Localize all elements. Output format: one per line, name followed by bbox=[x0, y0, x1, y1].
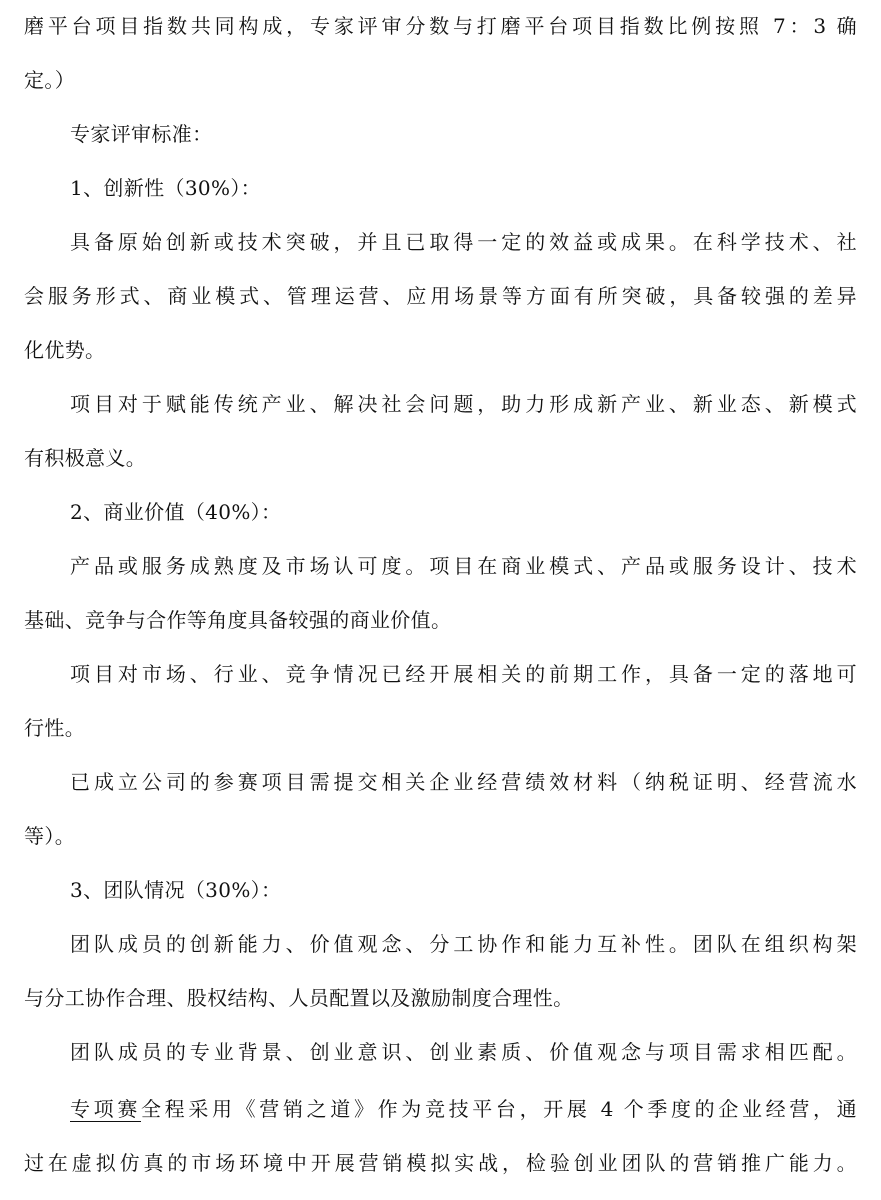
paragraph-line: 化优势。 bbox=[24, 338, 106, 362]
paragraph-line: 会服务形式、商业模式、管理运营、应用场景等方面有所突破，具备较强的差异 bbox=[24, 284, 857, 308]
section-label: 专家评审标准： bbox=[70, 122, 213, 146]
paragraph-line: 具备原始创新或技术突破，并且已取得一定的效益或成果。在科学技术、社 bbox=[70, 230, 857, 254]
underlined-special-competition-label: 专项赛 bbox=[70, 1097, 141, 1121]
paragraph-line: 磨平台项目指数共同构成，专家评审分数与打磨平台项目指数比例按照 7：3 确 bbox=[24, 14, 857, 38]
paragraph-line: 有积极意义。 bbox=[24, 446, 147, 470]
criterion-heading-innovation: 1、创新性（30%）： bbox=[70, 176, 262, 200]
paragraph-line: 与分工协作合理、股权结构、人员配置以及激励制度合理性。 bbox=[24, 986, 574, 1010]
paragraph-line: 等）。 bbox=[24, 824, 76, 848]
paragraph-line: 项目对于赋能传统产业、解决社会问题，助力形成新产业、新业态、新模式 bbox=[70, 392, 857, 416]
final-paragraph-line bbox=[70, 1091, 857, 1127]
criterion-heading-team: 3、团队情况（30%）： bbox=[70, 878, 282, 902]
paragraph-line: 团队成员的创新能力、价值观念、分工协作和能力互补性。团队在组织构架 bbox=[70, 932, 857, 956]
paragraph-line: 基础、竞争与合作等角度具备较强的商业价值。 bbox=[24, 608, 452, 632]
criterion-heading-business-value: 2、商业价值（40%）： bbox=[70, 500, 282, 524]
paragraph-line: 项目对市场、行业、竞争情况已经开展相关的前期工作，具备一定的落地可 bbox=[70, 662, 857, 686]
paragraph-line: 产品或服务成熟度及市场认可度。项目在商业模式、产品或服务设计、技术 bbox=[70, 554, 857, 578]
paragraph-line: 行性。 bbox=[24, 716, 86, 740]
paragraph-line: 定。） bbox=[24, 68, 76, 92]
paragraph-line: 团队成员的专业背景、创业意识、创业素质、价值观念与项目需求相匹配。 bbox=[70, 1040, 857, 1064]
final-paragraph-text: 全程采用《营销之道》作为竞技平台，开展 4 个季度的企业经营，通 bbox=[141, 1097, 857, 1121]
paragraph-line: 已成立公司的参赛项目需提交相关企业经营绩效材料（纳税证明、经营流水 bbox=[70, 770, 857, 794]
final-paragraph-line: 过在虚拟仿真的市场环境中开展营销模拟实战，检验创业团队的营销推广能力。 bbox=[24, 1151, 857, 1175]
